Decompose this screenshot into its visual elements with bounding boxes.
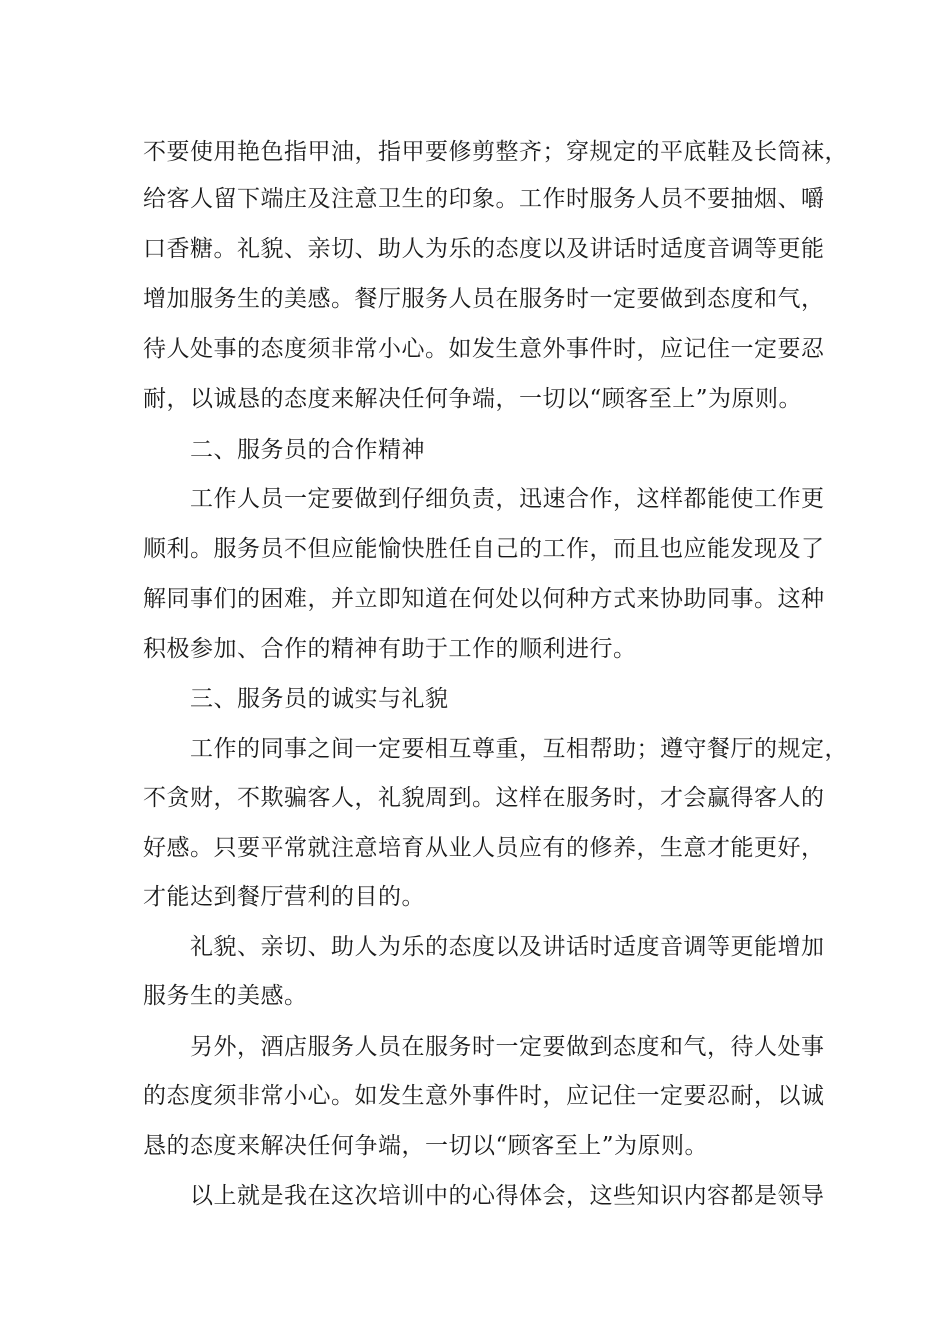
text-line: 口香糖。礼貌、亲切、助人为乐的态度以及讲话时适度音调等更能 <box>143 236 825 262</box>
section-heading: 三、服务员的诚实与礼貌 <box>190 686 449 712</box>
text-line: 以上就是我在这次培训中的心得体会，这些知识内容都是领导 <box>190 1183 825 1209</box>
text-line: 好感。只要平常就注意培育从业人员应有的修养，生意才能更好， <box>143 835 825 861</box>
text-line: 解同事们的困难，并立即知道在何处以何种方式来协助同事。这种 <box>143 586 825 612</box>
text-line: 服务生的美感。 <box>143 983 308 1009</box>
text-line: 顺利。服务员不但应能愉快胜任自己的工作，而且也应能发现及了 <box>143 536 825 562</box>
text-line: 耐，以诚恳的态度来解决任何争端，一切以“顾客至上”为原则。 <box>143 386 803 412</box>
text-line: 不要使用艳色指甲油，指甲要修剪整齐；穿规定的平底鞋及长筒袜， <box>143 139 848 165</box>
text-line: 给客人留下端庄及注意卫生的印象。工作时服务人员不要抽烟、嚼 <box>143 186 825 212</box>
text-line: 工作人员一定要做到仔细负责，迅速合作，这样都能使工作更 <box>190 486 825 512</box>
text-line: 增加服务生的美感。餐厅服务人员在服务时一定要做到态度和气， <box>143 286 825 312</box>
text-line: 不贪财，不欺骗客人，礼貌周到。这样在服务时，才会赢得客人的 <box>143 785 825 811</box>
text-line: 礼貌、亲切、助人为乐的态度以及讲话时适度音调等更能增加 <box>190 934 825 960</box>
text-line: 积极参加、合作的精神有助于工作的顺利进行。 <box>143 636 637 662</box>
text-line: 恳的态度来解决任何争端，一切以“顾客至上”为原则。 <box>143 1133 709 1159</box>
text-line: 另外，酒店服务人员在服务时一定要做到态度和气，待人处事 <box>190 1034 825 1060</box>
text-line: 才能达到餐厅营利的目的。 <box>143 884 425 910</box>
section-heading: 二、服务员的合作精神 <box>190 437 425 463</box>
text-line: 工作的同事之间一定要相互尊重，互相帮助；遵守餐厅的规定， <box>190 736 848 762</box>
text-line: 的态度须非常小心。如发生意外事件时，应记住一定要忍耐，以诚 <box>143 1083 825 1109</box>
text-line: 待人处事的态度须非常小心。如发生意外事件时，应记住一定要忍 <box>143 336 825 362</box>
